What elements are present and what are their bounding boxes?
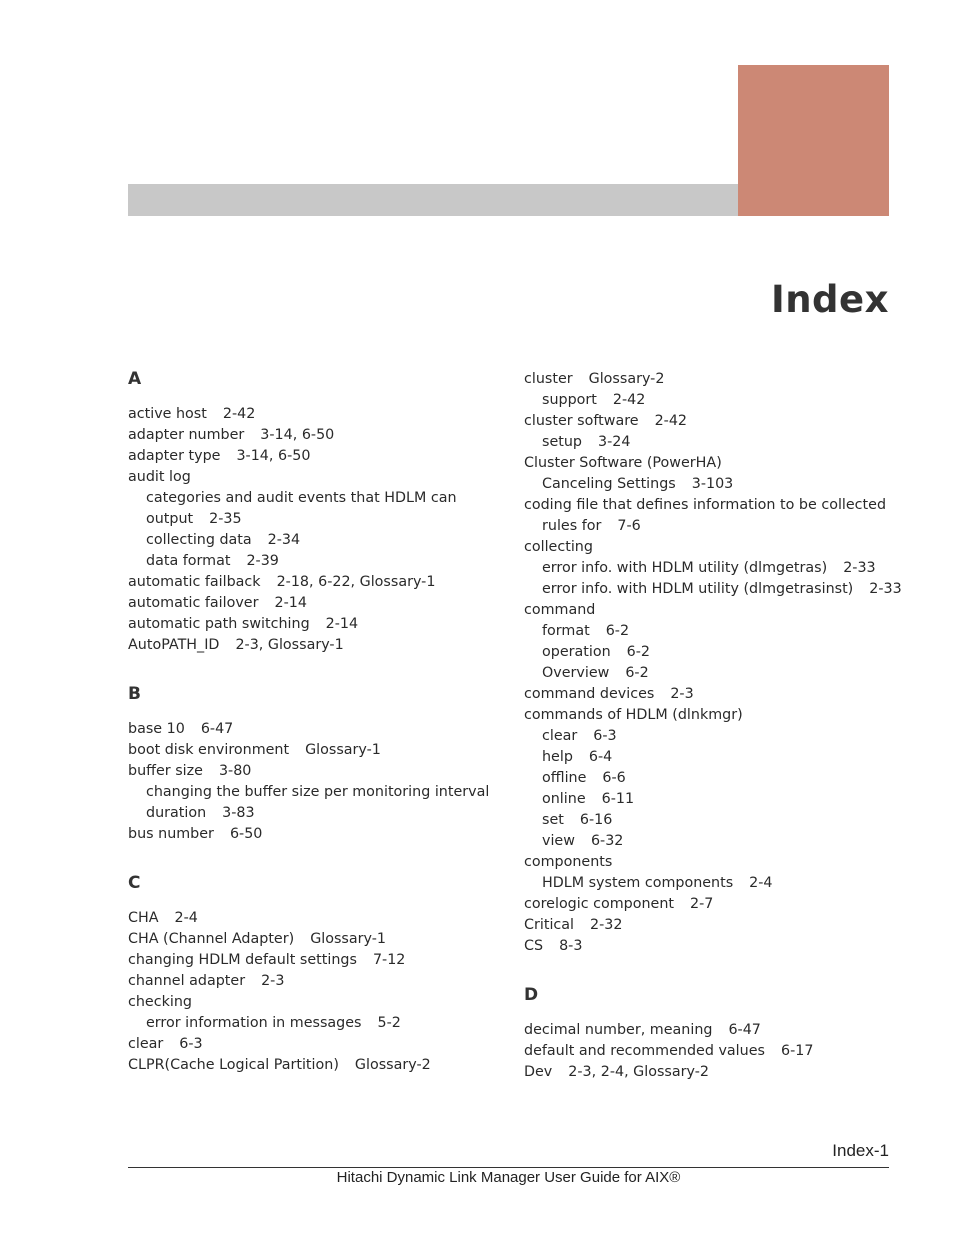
index-page-refs[interactable]: 2-7 <box>690 896 714 912</box>
index-entry <box>524 684 894 705</box>
index-page-refs[interactable]: 2-39 <box>246 553 279 569</box>
index-section <box>128 873 498 1076</box>
index-entry <box>128 761 498 782</box>
index-page-refs[interactable]: Glossary-1 <box>310 931 386 947</box>
index-subentry <box>524 621 894 642</box>
index-subentry <box>524 831 894 852</box>
index-entry <box>524 705 894 726</box>
index-page-refs[interactable]: 6-47 <box>200 721 234 737</box>
index-subentry <box>524 768 894 789</box>
index-term: decimal number, meaning <box>524 1022 713 1038</box>
index-term: base 10 <box>128 721 185 737</box>
index-page-refs[interactable]: 2-14 <box>274 595 307 611</box>
index-term: coding file that defines information to be collected <box>524 497 887 513</box>
index-entry <box>524 495 894 516</box>
index-entry <box>128 572 498 593</box>
index-page-refs[interactable]: 6-50 <box>229 826 263 842</box>
section-letter: A <box>128 369 142 389</box>
index-term: adapter number <box>128 427 245 443</box>
index-entry <box>524 1020 894 1041</box>
index-term: error info. with HDLM utility (dlmgetrasinst) <box>542 581 854 597</box>
index-entry <box>128 1034 498 1055</box>
index-term: collecting <box>524 539 593 555</box>
index-page-refs[interactable]: Glossary-2 <box>588 371 665 387</box>
index-term: categories and audit events that HDLM can <box>146 490 457 506</box>
footer-divider <box>128 1167 889 1168</box>
index-term: changing HDLM default settings <box>128 952 357 968</box>
index-term: CHA <box>128 910 159 926</box>
index-column-right <box>524 369 902 1083</box>
index-term: data format <box>146 553 231 569</box>
index-subentry <box>524 810 894 831</box>
index-subentry <box>524 432 894 453</box>
index-subentry <box>524 873 894 894</box>
index-column-left <box>128 369 498 1076</box>
index-term: clear <box>128 1036 164 1052</box>
index-entry <box>128 1055 498 1076</box>
index-term: Critical <box>524 917 575 933</box>
index-page-refs[interactable]: 2-3 <box>670 686 694 702</box>
index-term: CHA (Channel Adapter) <box>128 931 295 947</box>
index-subentry <box>524 558 894 579</box>
index-entry <box>128 425 498 446</box>
index-page-refs[interactable]: 6-11 <box>601 791 635 807</box>
index-term: duration <box>146 805 207 821</box>
index-section <box>524 985 894 1083</box>
index-page-refs[interactable]: 6-6 <box>602 770 626 786</box>
index-entry <box>128 992 498 1013</box>
index-term: changing the buffer size per monitoring interval <box>146 784 490 800</box>
index-term: help <box>542 749 573 765</box>
index-entry <box>524 600 894 621</box>
index-page-refs[interactable]: 3-14, 6-50 <box>236 448 311 464</box>
index-term: Overview <box>542 665 610 681</box>
index-term: default and recommended values <box>524 1043 765 1059</box>
index-term: bus number <box>128 826 214 842</box>
index-subentry <box>524 789 894 810</box>
section-letter: B <box>128 684 141 704</box>
index-page-refs[interactable]: 2-3 <box>261 973 285 989</box>
index-subentry <box>524 747 894 768</box>
index-page-refs[interactable]: 3-83 <box>222 805 255 821</box>
index-section <box>128 369 498 656</box>
index-term: operation <box>542 644 611 660</box>
index-page-refs[interactable]: 2-14 <box>325 616 359 632</box>
index-term: error information in messages <box>146 1015 362 1031</box>
index-subentry <box>128 782 498 803</box>
index-subentry <box>524 726 894 747</box>
index-term: Cluster Software (PowerHA) <box>524 455 722 471</box>
index-term: output <box>146 511 194 527</box>
index-subentry <box>128 803 498 824</box>
index-page-refs[interactable]: 6-32 <box>590 833 624 849</box>
index-page-refs[interactable]: 6-4 <box>588 749 613 765</box>
index-term: command <box>524 602 596 618</box>
index-page-refs[interactable]: 3-24 <box>598 434 631 450</box>
index-term: corelogic component <box>524 896 675 912</box>
index-term: online <box>542 791 586 807</box>
index-term: error info. with HDLM utility (dlmgetras) <box>542 560 828 576</box>
index-entry <box>524 1062 894 1083</box>
index-term: CLPR(Cache Logical Partition) <box>128 1057 339 1073</box>
index-page-refs[interactable]: 2-32 <box>590 917 623 933</box>
index-page-refs[interactable]: 6-2 <box>605 623 630 639</box>
index-term: HDLM system components <box>542 875 734 891</box>
index-page-refs[interactable]: 8-3 <box>559 938 583 954</box>
index-entry <box>524 537 894 558</box>
index-subentry <box>524 516 894 537</box>
index-entry <box>128 614 498 635</box>
index-page-refs[interactable]: 3-14, 6-50 <box>260 427 335 443</box>
header-gray-bar <box>128 184 738 216</box>
index-page-refs[interactable]: 2-42 <box>222 406 256 422</box>
index-term: boot disk environment <box>128 742 290 758</box>
index-page-refs[interactable]: 6-2 <box>625 665 649 681</box>
index-term: cluster software <box>524 413 639 429</box>
index-entry <box>128 719 498 740</box>
index-entry <box>524 852 894 873</box>
index-term: adapter type <box>128 448 221 464</box>
index-term: view <box>542 833 575 849</box>
index-entry <box>128 950 498 971</box>
index-term: components <box>524 854 613 870</box>
index-entry <box>524 369 894 390</box>
section-letter: C <box>128 873 141 893</box>
index-subentry <box>524 474 894 495</box>
index-section <box>128 684 498 845</box>
index-term: Canceling Settings <box>542 476 676 492</box>
index-page-refs[interactable]: 2-33 <box>869 581 902 597</box>
index-term: checking <box>128 994 192 1010</box>
index-term: AutoPATH_ID <box>128 637 220 653</box>
index-page-refs[interactable]: 6-3 <box>179 1036 203 1052</box>
index-entry <box>128 635 498 656</box>
index-page-refs[interactable]: 2-3, 2-4, Glossary-2 <box>568 1064 709 1080</box>
index-page-refs[interactable]: 2-33 <box>843 560 876 576</box>
index-term: automatic failback <box>128 574 261 590</box>
index-term: rules for <box>542 518 602 534</box>
index-entry <box>128 824 498 845</box>
index-page-refs[interactable]: 2-42 <box>654 413 688 429</box>
index-page-refs[interactable]: 6-47 <box>728 1022 761 1038</box>
index-term: audit log <box>128 469 191 485</box>
index-subentry <box>128 1013 498 1034</box>
index-subentry <box>524 579 902 600</box>
index-page-refs[interactable]: 3-103 <box>691 476 734 492</box>
index-term: collecting data <box>146 532 252 548</box>
index-page-refs[interactable]: 6-3 <box>593 728 617 744</box>
index-entry <box>128 740 498 761</box>
index-page-refs[interactable]: Glossary-2 <box>354 1057 431 1073</box>
index-page-refs[interactable]: 3-80 <box>218 763 252 779</box>
index-page-refs[interactable]: 2-4 <box>174 910 198 926</box>
index-entry <box>128 404 498 425</box>
footer-guide-title: Hitachi Dynamic Link Manager User Guide for AIX® <box>336 1169 681 1186</box>
header-accent-block <box>738 65 889 216</box>
index-subentry <box>524 642 894 663</box>
index-section <box>524 369 902 957</box>
index-subentry <box>128 509 498 530</box>
footer-page-number: Index-1 <box>832 1141 889 1160</box>
index-term: commands of HDLM (dlnkmgr) <box>524 707 743 723</box>
index-page-refs[interactable]: 2-18, 6-22, Glossary-1 <box>276 574 436 590</box>
index-subentry <box>128 488 498 509</box>
index-term: format <box>542 623 590 639</box>
index-term: active host <box>128 406 207 422</box>
index-term: automatic failover <box>128 595 259 611</box>
index-page-refs[interactable]: 2-35 <box>209 511 242 527</box>
index-entry <box>524 1041 894 1062</box>
index-page-refs[interactable]: 7-12 <box>372 952 406 968</box>
index-entry <box>524 453 894 474</box>
index-term: CS <box>524 938 544 954</box>
index-term: automatic path switching <box>128 616 310 632</box>
index-page-refs[interactable]: 6-17 <box>780 1043 814 1059</box>
index-page-refs[interactable]: 2-42 <box>612 392 646 408</box>
index-page-refs[interactable]: 6-2 <box>626 644 651 660</box>
index-entry <box>524 936 894 957</box>
index-entry <box>524 411 894 432</box>
index-term: cluster <box>524 371 573 387</box>
index-entry <box>128 908 498 929</box>
index-term: setup <box>542 434 582 450</box>
index-term: channel adapter <box>128 973 246 989</box>
index-term: support <box>542 392 597 408</box>
index-subentry <box>524 663 894 684</box>
index-entry <box>524 915 894 936</box>
index-page-refs[interactable]: 7-6 <box>617 518 641 534</box>
index-page-refs[interactable]: Glossary-1 <box>305 742 381 758</box>
section-letter: D <box>524 985 539 1005</box>
index-page-refs[interactable]: 2-3, Glossary-1 <box>235 637 344 653</box>
index-page-refs[interactable]: 6-16 <box>579 812 613 828</box>
index-term: set <box>542 812 564 828</box>
index-page-refs[interactable]: 5-2 <box>377 1015 401 1031</box>
index-page-refs[interactable]: 2-4 <box>749 875 773 891</box>
index-entry <box>128 446 498 467</box>
index-term: command devices <box>524 686 655 702</box>
index-subentry <box>524 390 894 411</box>
index-entry <box>524 894 894 915</box>
index-term: clear <box>542 728 578 744</box>
index-entry <box>128 971 498 992</box>
index-term: offline <box>542 770 587 786</box>
index-entry <box>128 929 498 950</box>
index-entry <box>128 593 498 614</box>
index-subentry <box>128 551 498 572</box>
index-subentry <box>128 530 498 551</box>
index-term: Dev <box>524 1064 553 1080</box>
index-page-refs[interactable]: 2-34 <box>267 532 301 548</box>
index-entry <box>128 467 498 488</box>
index-term: buffer size <box>128 763 203 779</box>
page-title: Index <box>770 278 889 321</box>
